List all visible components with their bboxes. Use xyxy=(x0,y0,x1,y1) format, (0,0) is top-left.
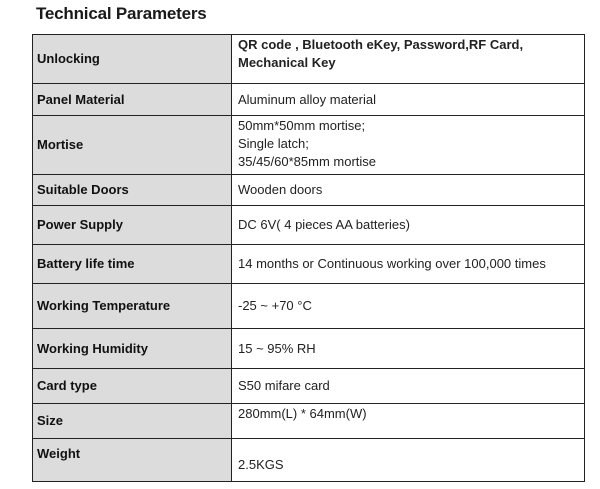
table-row-suitable-doors xyxy=(33,175,585,206)
value-line: -25 ~ +70 °C xyxy=(238,298,312,313)
value-line: DC 6V( 4 pieces AA batteries) xyxy=(238,217,410,232)
row-label: Weight xyxy=(33,439,232,482)
table-row-power-supply xyxy=(33,206,585,245)
row-value xyxy=(232,369,585,404)
value-line: 50mm*50mm mortise; xyxy=(238,118,366,133)
value-line: QR code , Bluetooth eKey, Password,RF Card, xyxy=(238,37,524,52)
table-row-working-humidity xyxy=(33,329,585,369)
row-value xyxy=(232,245,585,284)
value-line: Mechanical Key xyxy=(238,55,336,70)
row-value xyxy=(232,116,585,175)
page-title: Technical Parameters xyxy=(36,4,207,23)
row-label: Working Humidity xyxy=(33,329,232,369)
row-value xyxy=(232,439,585,482)
row-value xyxy=(232,284,585,329)
row-label: Mortise xyxy=(33,116,232,175)
value-line: 280mm(L) * 64mm(W) xyxy=(238,406,367,421)
row-label: Power Supply xyxy=(33,206,232,245)
value-line: Single latch; xyxy=(238,136,309,151)
value-line: 2.5KGS xyxy=(238,457,284,472)
table-row-mortise xyxy=(33,116,585,175)
row-label: Working Temperature xyxy=(33,284,232,329)
row-label: Battery life time xyxy=(33,245,232,284)
value-line: 15 ~ 95% RH xyxy=(238,340,316,356)
table-row-battery-life-time xyxy=(33,245,585,284)
row-label: Unlocking xyxy=(33,35,232,84)
value-line: Wooden doors xyxy=(238,182,323,197)
row-label: Panel Material xyxy=(33,84,232,116)
row-value xyxy=(232,84,585,116)
table-row-weight xyxy=(33,439,585,482)
row-value xyxy=(232,35,585,84)
table-row-panel-material xyxy=(33,84,585,116)
value-line: 35/45/60*85mm mortise xyxy=(238,154,377,169)
row-label: Size xyxy=(33,404,232,439)
row-value xyxy=(232,206,585,245)
value-line: 14 months or Continuous working over 100,000 times xyxy=(238,256,546,271)
row-label: Card type xyxy=(33,369,232,404)
table-row-working-temperature xyxy=(33,284,585,329)
table-row-size xyxy=(33,404,585,439)
value-line: Aluminum alloy material xyxy=(238,91,376,107)
row-value xyxy=(232,404,585,439)
table-row-card-type xyxy=(33,369,585,404)
value-line: S50 mifare card xyxy=(238,378,330,393)
row-label: Suitable Doors xyxy=(33,175,232,206)
row-value xyxy=(232,175,585,206)
technical-parameters-table xyxy=(32,34,585,482)
row-value xyxy=(232,329,585,369)
table-row-unlocking xyxy=(33,35,585,84)
